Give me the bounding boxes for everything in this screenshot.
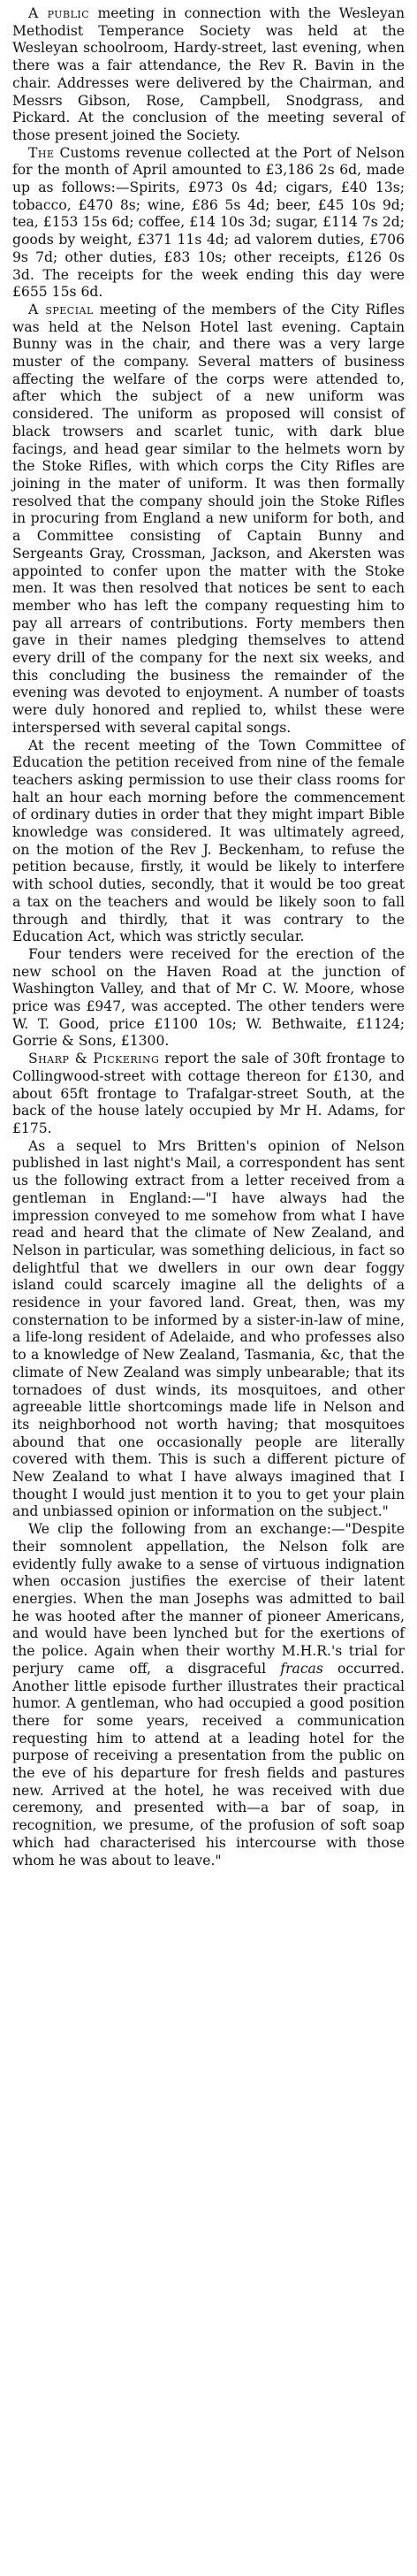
paragraph-text: As a sequel to Mrs Britten's opinion of Nelson published in last night's Mail, a correspondent has sent us the following extract from a letter received from a gentleman in England:—"I have always had the impression conveyed to me somehow from what I have read and heard that the climate of New Zealand, and Nelson in particular, was something delicious, in fact so delightful that we dwellers in our own dear foggy island could scarcely imagine all the delights of a residence in your favored land. Great, then, was my consternation to be informed by a sister-in-law of mine, a life-long resident of Adelaide, and who professes also to a knowledge of New Zealand, Tasmania, &c, that the climate of New Zealand was simply unbearable; that its tornadoes of dust winds, its mosquitoes, and other agreeable little shortcomings made life in Nelson and its neighborhood not worth having; that mosquitoes abound that one occasionally people are literally covered with them. This is such a different picture of New Zealand to what I have always imagined that I thought I would just mention it to you to get your plain and unbiassed opinion or information on the subject." [12, 1137, 405, 1520]
paragraph-lead: A special [28, 301, 94, 317]
paragraph-text: We clip the following from an exchange:—"Despite their somnolent appellation, the Nelson folk are evidently fully awake to a sense of virtuous indignation when occasion justifies the exercise of their latent energies. When the man Josephs was admitted to bail he was hooted after the manner of pioneer Americans, and would have been lynched but for the exertions of the police. Again when their worthy M.H.R.'s trial for perjury came off, a disgraceful [12, 1521, 405, 1677]
paragraph-sharp-pickering [12, 1051, 405, 1138]
paragraph-education [12, 738, 405, 946]
paragraph-text: meeting in connection with the Wesleyan Methodist Temperance Society was held at the Wesleyan schoolroom, Hardy-street, last evening, when there was a fair attendance, the Rev R. Bavin in the chair. Addresses were delivered by the Chairman, and Messrs Gibson, Rose, Campbell, Snodgrass, and Pickard. At the conclusion of the meeting several of those present joined the Society. [12, 5, 405, 143]
paragraph-tenders [12, 946, 405, 1051]
paragraph-britten [12, 1138, 405, 1521]
paragraph-text: report the sale of 30ft frontage to Collingwood-street with cottage thereon for £130, and about 65ft frontage to Trafalgar-street South, at the back of the house lately occupied by Mr H. Adams, for £175. [12, 1051, 405, 1136]
paragraph-lead: The [28, 144, 55, 161]
paragraph-text: occurred. Another little episode further illustrates their practical humor. A gentleman, who had occupied a good position there for some years, received a communication requesting him to attend at a leading hotel for the purpose of receiving a presentation from the public on the eve of his departure for fresh fields and pastures new. Arrived at the hotel, he was received with due ceremony, and presented with—a bar of soap, in recognition, we presume, of the profusion of soft soap which had characterised his intercourse with those whom he was about to leave." [12, 1660, 405, 1869]
italic-word: fracas [280, 1660, 323, 1677]
newspaper-column [12, 0, 405, 1869]
paragraph-text: Customs revenue collected at the Port of Nelson for the month of April amounted to £3,186 2s 6d, made up as follows:—Spirits, £973 0s 4d; cigars, £40 13s; tobacco, £470 8s; wine, £86 5s 4d; beer, £45 10s 9d; tea, £153 15s 6d; coffee, £14 10s 3d; sugar, £114 7s 2d; goods by weight, £371 11s 4d; ad valorem duties, £706 9s 7d; other duties, £83 10s; other receipts, £126 0s 3d. The receipts for the week ending this day were £655 15s 6d. [12, 144, 405, 301]
paragraph-text: Four tenders were received for the erection of the new school on the Haven Road at the junction of Washington Valley, and that of Mr C. W. Moore, whose price was £947, was accepted. The other tenders were W. T. Good, price £1100 10s; W. Bethwaite, £1124; Gorrie & Sons, £1300. [12, 945, 405, 1050]
paragraph-rifles [12, 302, 405, 738]
paragraph-customs [12, 145, 405, 302]
paragraph-lead: Sharp & Pickering [28, 1051, 160, 1067]
paragraph-exchange [12, 1521, 405, 1869]
paragraph-lead: A public [28, 5, 90, 21]
paragraph-text: meeting of the members of the City Rifles was held at the Nelson Hotel last evening. Captain Bunny was in the chair, and there was a very large muster of the company. Several matters of business affecting the welfare of the corps were attended to, after which the subject of a new uniform was considered. The uniform as proposed will consist of black trowsers and scarlet tunic, with dark blue facings, and head gear similar to the helmets worn by the Stoke Rifles, with which corps the City Rifles are joining in the mater of uniform. It was then formally resolved that the company should join the Stoke Rifles in procuring from England a new uniform for both, and a Committee consisting of Captain Bunny and Sergeants Gray, Crossman, Jackson, and Akersten was appointed to confer upon the matter with the Stoke men. It was then resolved that notices be sent to each member who has left the company requesting him to pay all arrears of contributions. Forty members then gave in their names pledging themselves to attend every drill of the company for the next six weeks, and this concluding the business the remainder of the evening was devoted to enjoyment. A number of toasts were duly honored and replied to, whilst these were interspersed with several capital songs. [12, 301, 405, 736]
paragraph-temperance [12, 5, 405, 145]
paragraph-text: At the recent meeting of the Town Committee of Education the petition received from nine of the female teachers asking permission to use their class rooms for halt an hour each morning before the commencement of ordinary duties in order that they might impart Bible knowledge was considered. It was ultimately agreed, on the motion of the Rev J. Beckenham, to refuse the petition because, firstly, it would be likely to interfere with school duties, secondly, that it would be too great a tax on the teachers and would be likely soon to fall through and thirdly, that it was contrary to the Education Act, which was strictly secular. [12, 737, 405, 945]
